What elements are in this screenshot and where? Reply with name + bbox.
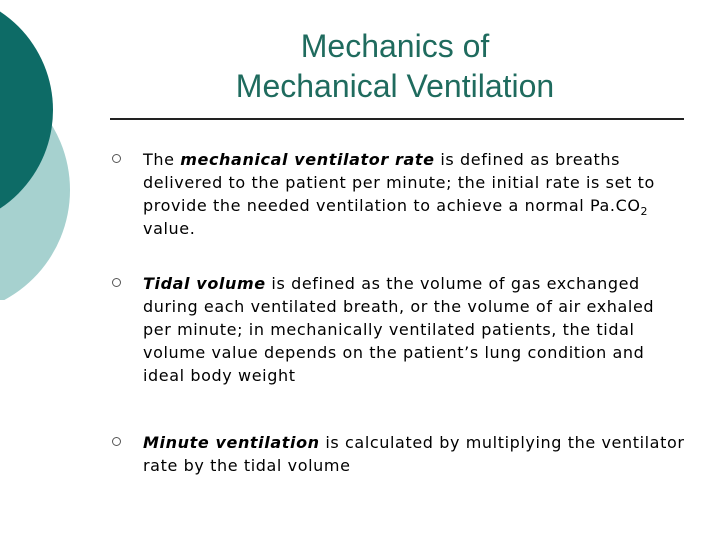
hollow-circle-bullet-icon	[112, 278, 121, 287]
hollow-circle-bullet-icon	[112, 154, 121, 163]
title-line-1: Mechanics of	[300, 28, 490, 64]
bullet-term: Tidal volume	[143, 274, 266, 293]
bullet-body: is defined as the volume of gas exchanged during each ventilated breath, or the volume of air exhaled per minute; in mechanically ventilated patients, the tidal volume value depends on the patient’s lung condition and ideal body weight	[143, 274, 655, 385]
bullet-tail: value.	[143, 219, 196, 238]
bullet-subscript: 2	[640, 205, 649, 219]
hollow-circle-bullet-icon	[112, 437, 121, 446]
bullet-text	[143, 148, 688, 240]
bullet-lead: The	[143, 150, 181, 169]
title-line-2: Mechanical Ventilation	[235, 68, 555, 104]
bullet-term: mechanical ventilator rate	[180, 150, 435, 169]
bullet-body: is calculated by multiplying the ventilator rate by the tidal volume	[143, 433, 685, 475]
title-divider	[110, 118, 684, 120]
bullet-text	[143, 272, 688, 387]
slide-title	[150, 26, 640, 106]
bullet-body: is defined as breaths delivered to the patient per minute; the initial rate is set to provide the needed ventilation to achieve a normal Pa.CO	[143, 150, 655, 215]
bullet-text	[143, 431, 688, 477]
decorative-circles	[0, 0, 80, 300]
bullet-term: Minute ventilation	[143, 433, 320, 452]
